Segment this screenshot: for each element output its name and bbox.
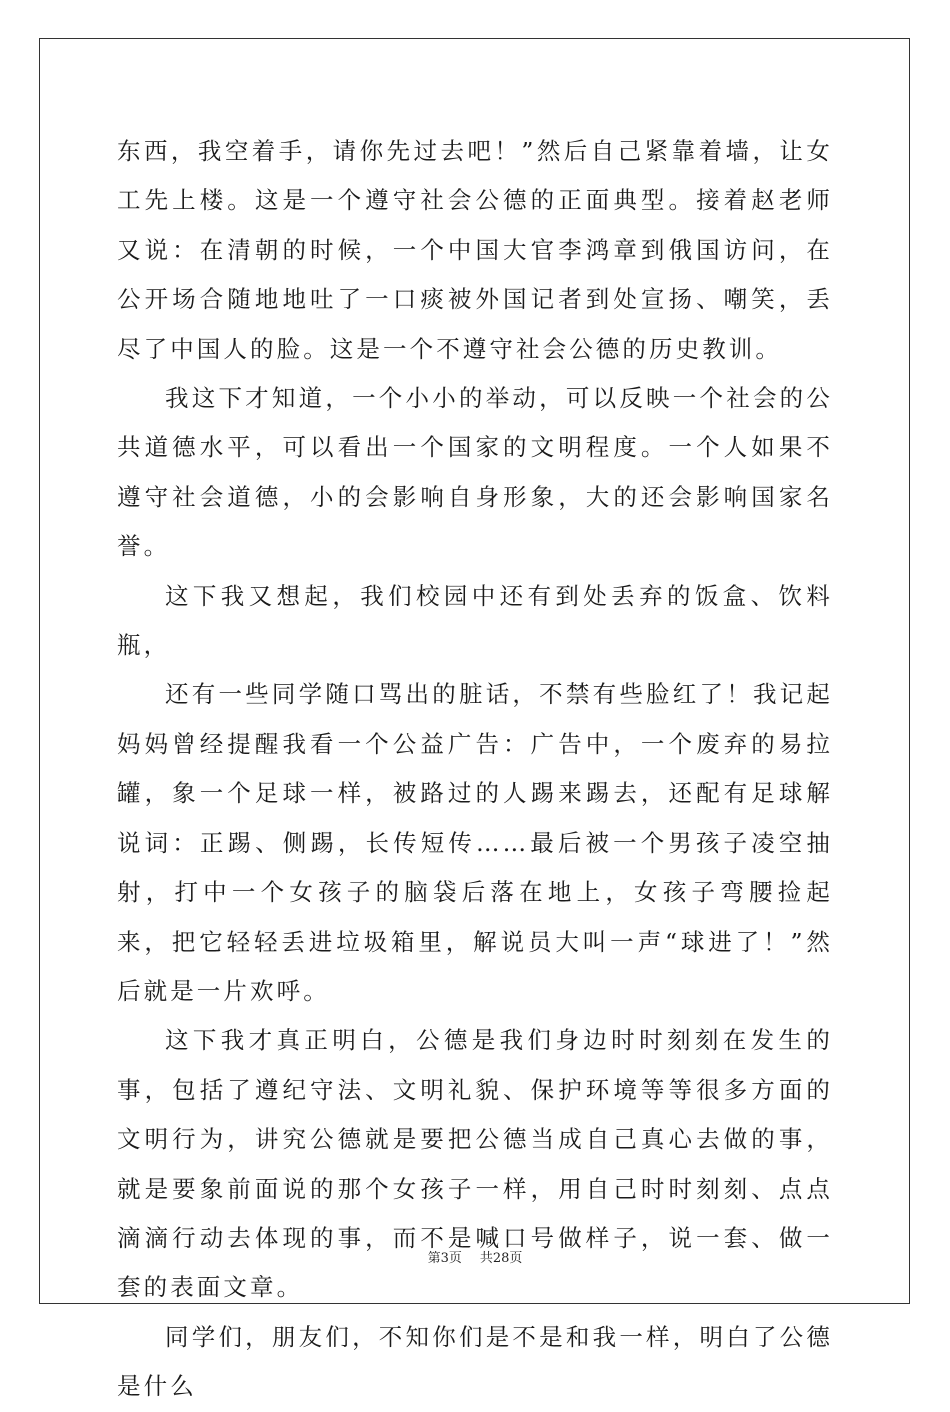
paragraph: 东西，我空着手，请你先过去吧！”然后自己紧靠着墙，让女工先上楼。这是一个遵守社会公德的正面典型。接着赵老师又说：在清朝的时候，一个中国大官李鸿章到俄国访问，在公开场合随地地吐了一口痰被外国记者到处宣扬、嘲笑，丢尽了中国人的脸。这是一个不遵守社会公德的历史教训。: [117, 137, 833, 363]
document-body: [117, 127, 833, 1412]
paragraph: 同学们，朋友们，不知你们是不是和我一样，明白了公德是什么: [117, 1322, 833, 1401]
page-footer: [0, 1247, 950, 1266]
paragraph: 我这下才知道，一个小小的举动，可以反映一个社会的公共道德水平，可以看出一个国家的文明程度。一个人如果不遵守社会道德，小的会影响自身形象，大的还会影响国家名誉。: [117, 384, 833, 561]
total-pages: 共28页: [479, 1251, 523, 1266]
paragraph: 这下我才真正明白，公德是我们身边时时刻刻在发生的事，包括了遵纪守法、文明礼貌、保护环境等等很多方面的文明行为，讲究公德就是要把公德当成自己真心去做的事，就是要象前面说的那个女孩子一样，用自己时时刻刻、点点滴滴行动去体现的事，而不是喊口号做样子，说一套、做一套的表面文章。: [117, 1026, 833, 1302]
paragraph: 这下我又想起，我们校园中还有到处丢弃的饭盒、饮料瓶，: [117, 581, 833, 660]
paragraph: 还有一些同学随口骂出的脏话，不禁有些脸红了！我记起妈妈曾经提醒我看一个公益广告：广告中，一个废弃的易拉罐，象一个足球一样，被路过的人踢来踢去，还配有足球解说词：正踢、侧踢，长传短传……最后被一个男孩子凌空抽射，打中一个女孩子的脑袋后落在地上，女孩子弯腰捡起来，把它轻轻丢进垃圾箱里，解说员大叫一声“球进了！”然后就是一片欢呼。: [117, 680, 833, 1005]
current-page-number: 第3页: [427, 1251, 462, 1266]
